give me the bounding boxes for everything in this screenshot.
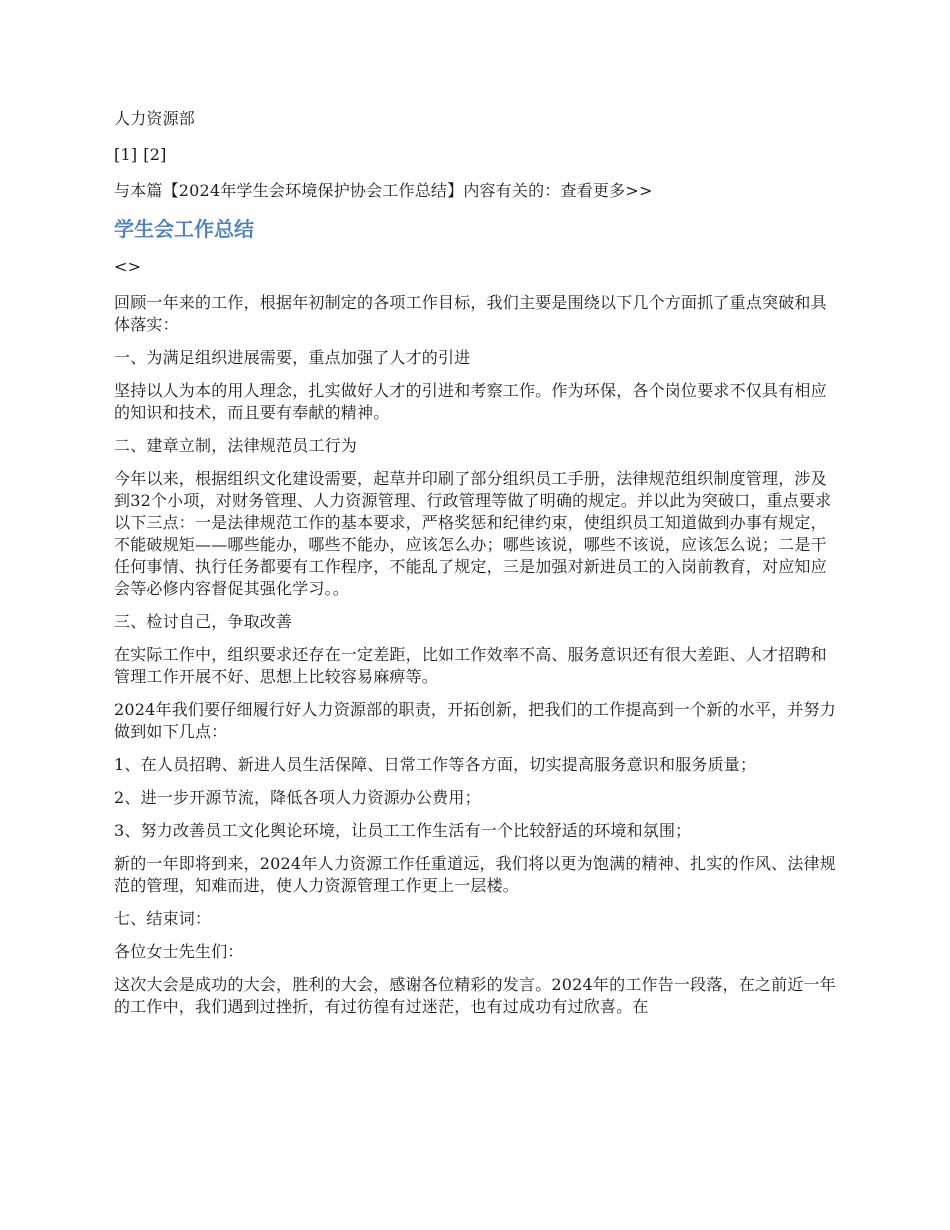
section-title: 学生会工作总结 bbox=[114, 217, 254, 241]
paragraph: 坚持以人为本的用人理念，扎实做好人才的引进和考察工作。作为环保，各个岗位要求不仅具有相应的知识和技术，而且要有奉献的精神。 bbox=[114, 381, 827, 422]
subheading: 七、结束词： bbox=[114, 909, 212, 928]
paragraph: 2024年我们要仔细履行好人力资源部的职责，开拓创新，把我们的工作提高到一个新的水平，并努力做到如下几点： bbox=[114, 700, 836, 741]
list-item: 3、努力改善员工文化舆论环境，让员工工作生活有一个比较舒适的环境和氛围； bbox=[114, 821, 692, 840]
related-line bbox=[114, 180, 842, 202]
subheading: 一、为满足组织进展需要，重点加强了人才的引进 bbox=[114, 348, 471, 367]
paragraph: 在实际工作中，组织要求还存在一定差距，比如工作效率不高、服务意识还有很大差距、人才招聘和管理工作开展不好、思想上比较容易麻痹等。 bbox=[114, 645, 827, 686]
page-link-1[interactable]: [1] bbox=[114, 145, 138, 164]
list-item: 2、进一步开源节流，降低各项人力资源办公费用； bbox=[114, 788, 481, 807]
list-item: 1、在人员招聘、新进人员生活保障、日常工作等各方面，切实提高服务意识和服务质量； bbox=[114, 755, 757, 774]
paragraph: 今年以来，根据组织文化建设需要，起草并印刷了部分组织员工手册，法律规范组织制度管理，涉及到32个小项，对财务管理、人力资源管理、行政管理等做了明确的规定。并以此为突破口，重点要求以下三点：一是法律规范工作的基本要求，严格奖惩和纪律约束，使组织员工知道做到办事有规定，不能破规矩——哪些能办，哪些不能办，应该怎么办；哪些该说，哪些不该说，应该怎么说；二是干任何事情、执行任务都要有工作程序，不能乱了规定，三是加强对新进员工的入岗前教育，对应知应会等必修内容督促其强化学习。。 bbox=[114, 469, 832, 598]
paragraph: 这次大会是成功的大会，胜利的大会，感谢各位精彩的发言。2024年的工作告一段落，在之前近一年的工作中，我们遇到过挫折，有过彷徨有过迷茫，也有过成功有过欣喜。在 bbox=[114, 975, 836, 1016]
subheading: 二、建章立制，法律规范员工行为 bbox=[114, 436, 358, 455]
page-link-2[interactable]: [2] bbox=[143, 145, 167, 164]
department-line: 人力资源部 bbox=[114, 109, 196, 128]
paragraph: 回顾一年来的工作，根据年初制定的各项工作目标，我们主要是围绕以下几个方面抓了重点突破和具体落实： bbox=[114, 293, 827, 334]
view-more-link[interactable]: 查看更多>> bbox=[560, 181, 653, 200]
subheading: 三、检讨自己，争取改善 bbox=[114, 612, 293, 631]
pagination bbox=[114, 144, 842, 166]
greeting: 各位女士先生们： bbox=[114, 942, 244, 961]
section-marker: <> bbox=[114, 257, 142, 276]
paragraph: 新的一年即将到来，2024年人力资源工作任重道远，我们将以更为饱满的精神、扎实的作风、法律规范的管理，知难而进，使人力资源管理工作更上一层楼。 bbox=[114, 854, 836, 895]
related-prefix: 与本篇【2024年学生会环境保护协会工作总结】内容有关的： bbox=[114, 181, 561, 200]
document-page bbox=[114, 108, 842, 1029]
